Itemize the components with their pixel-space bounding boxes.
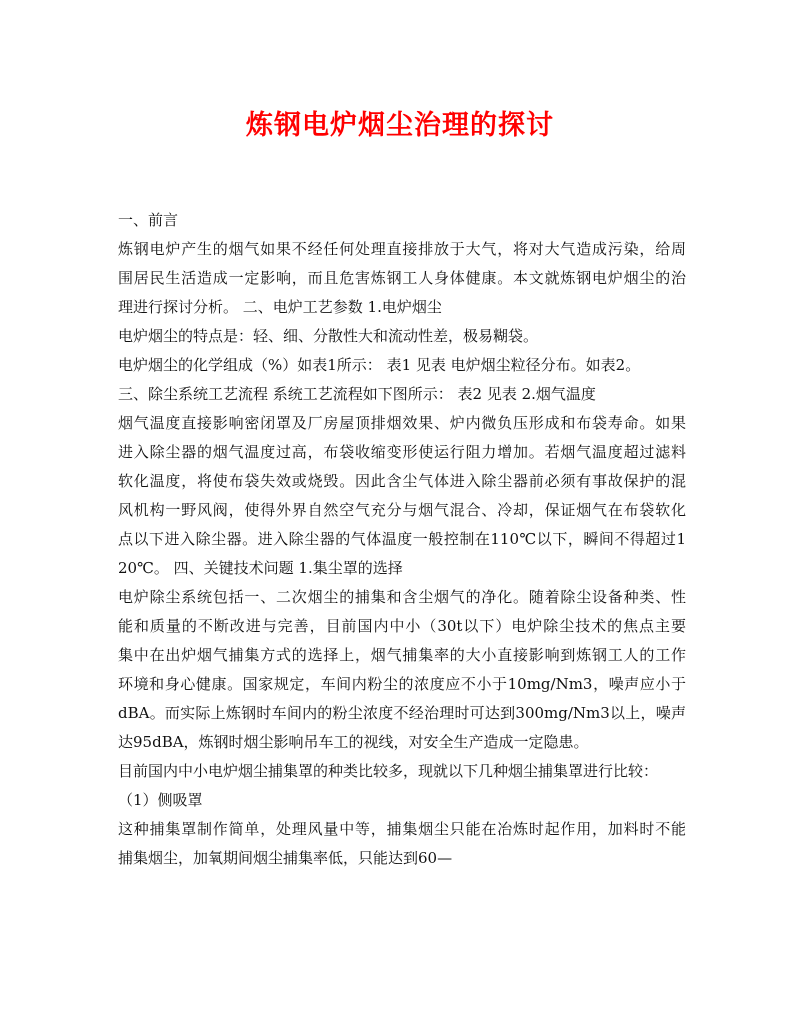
- body-line: 电炉烟尘的化学组成（%）如表1所示： 表1 见表 电炉烟尘粒径分布。如表2。: [118, 356, 641, 374]
- body-line: 目前国内中小电炉烟尘捕集罩的种类比较多，现就以下几种烟尘捕集罩进行比较：: [118, 762, 659, 780]
- body-line: 捕集烟尘，加氧期间烟尘捕集率低，只能达到60—: [118, 849, 453, 867]
- document-body: [118, 206, 686, 873]
- body-line: 进入除尘器的烟气温度过高，布袋收缩变形使运行阻力增加。若烟气温度超过滤料: [118, 443, 686, 461]
- body-line: 环境和身心健康。国家规定，车间内粉尘的浓度应不小于10mg/Nm3，噪声应小于: [118, 675, 686, 693]
- body-line: 三、除尘系统工艺流程 系统工艺流程如下图所示： 表2 见表 2.烟气温度: [118, 385, 596, 403]
- body-line: 电炉烟尘的特点是：轻、细、分散性大和流动性差，极易糊袋。: [118, 327, 539, 345]
- document-title: 炼钢电炉烟尘治理的探讨: [246, 110, 554, 141]
- body-line: 点以下进入除尘器。进入除尘器的气体温度一般控制在110℃以下，瞬间不得超过1: [118, 530, 686, 548]
- body-line: 这种捕集罩制作简单，处理风量中等，捕集烟尘只能在冶炼时起作用，加料时不能: [118, 820, 686, 838]
- body-line: 理进行探讨分析。 二、电炉工艺参数 1.电炉烟尘: [118, 298, 442, 316]
- body-line: dBA。而实际上炼钢时车间内的粉尘浓度不经治理时可达到300mg/Nm3以上，噪声: [118, 704, 686, 722]
- body-line: 能和质量的不断改进与完善，目前国内中小（30t以下）电炉除尘技术的焦点主要: [118, 617, 686, 635]
- body-line: 软化温度，将使布袋失效或烧毁。因此含尘气体进入除尘器前必须有事故保护的混: [118, 472, 686, 490]
- body-line: 20℃。 四、关键技术问题 1.集尘罩的选择: [118, 559, 403, 577]
- subsection-heading-side-hood: （1）侧吸罩: [118, 791, 203, 809]
- body-line: 围居民生活造成一定影响，而且危害炼钢工人身体健康。本文就炼钢电炉烟尘的治: [118, 269, 686, 287]
- body-line: 达95dBA，炼钢时烟尘影响吊车工的视线，对安全生产造成一定隐患。: [118, 733, 589, 751]
- body-line: 集中在出炉烟气捕集方式的选择上，烟气捕集率的大小直接影响到炼钢工人的工作: [118, 646, 686, 664]
- body-line: 烟气温度直接影响密闭罩及厂房屋顶排烟效果、炉内微负压形成和布袋寿命。如果: [118, 414, 686, 432]
- body-line: 电炉除尘系统包括一、二次烟尘的捕集和含尘烟气的净化。随着除尘设备种类、性: [118, 588, 686, 606]
- body-line: 炼钢电炉产生的烟气如果不经任何处理直接排放于大气，将对大气造成污染，给周: [118, 240, 686, 258]
- body-line: 风机构一野风阀，使得外界自然空气充分与烟气混合、冷却，保证烟气在布袋软化: [118, 501, 686, 519]
- section-heading-preface: 一、前言: [118, 211, 179, 229]
